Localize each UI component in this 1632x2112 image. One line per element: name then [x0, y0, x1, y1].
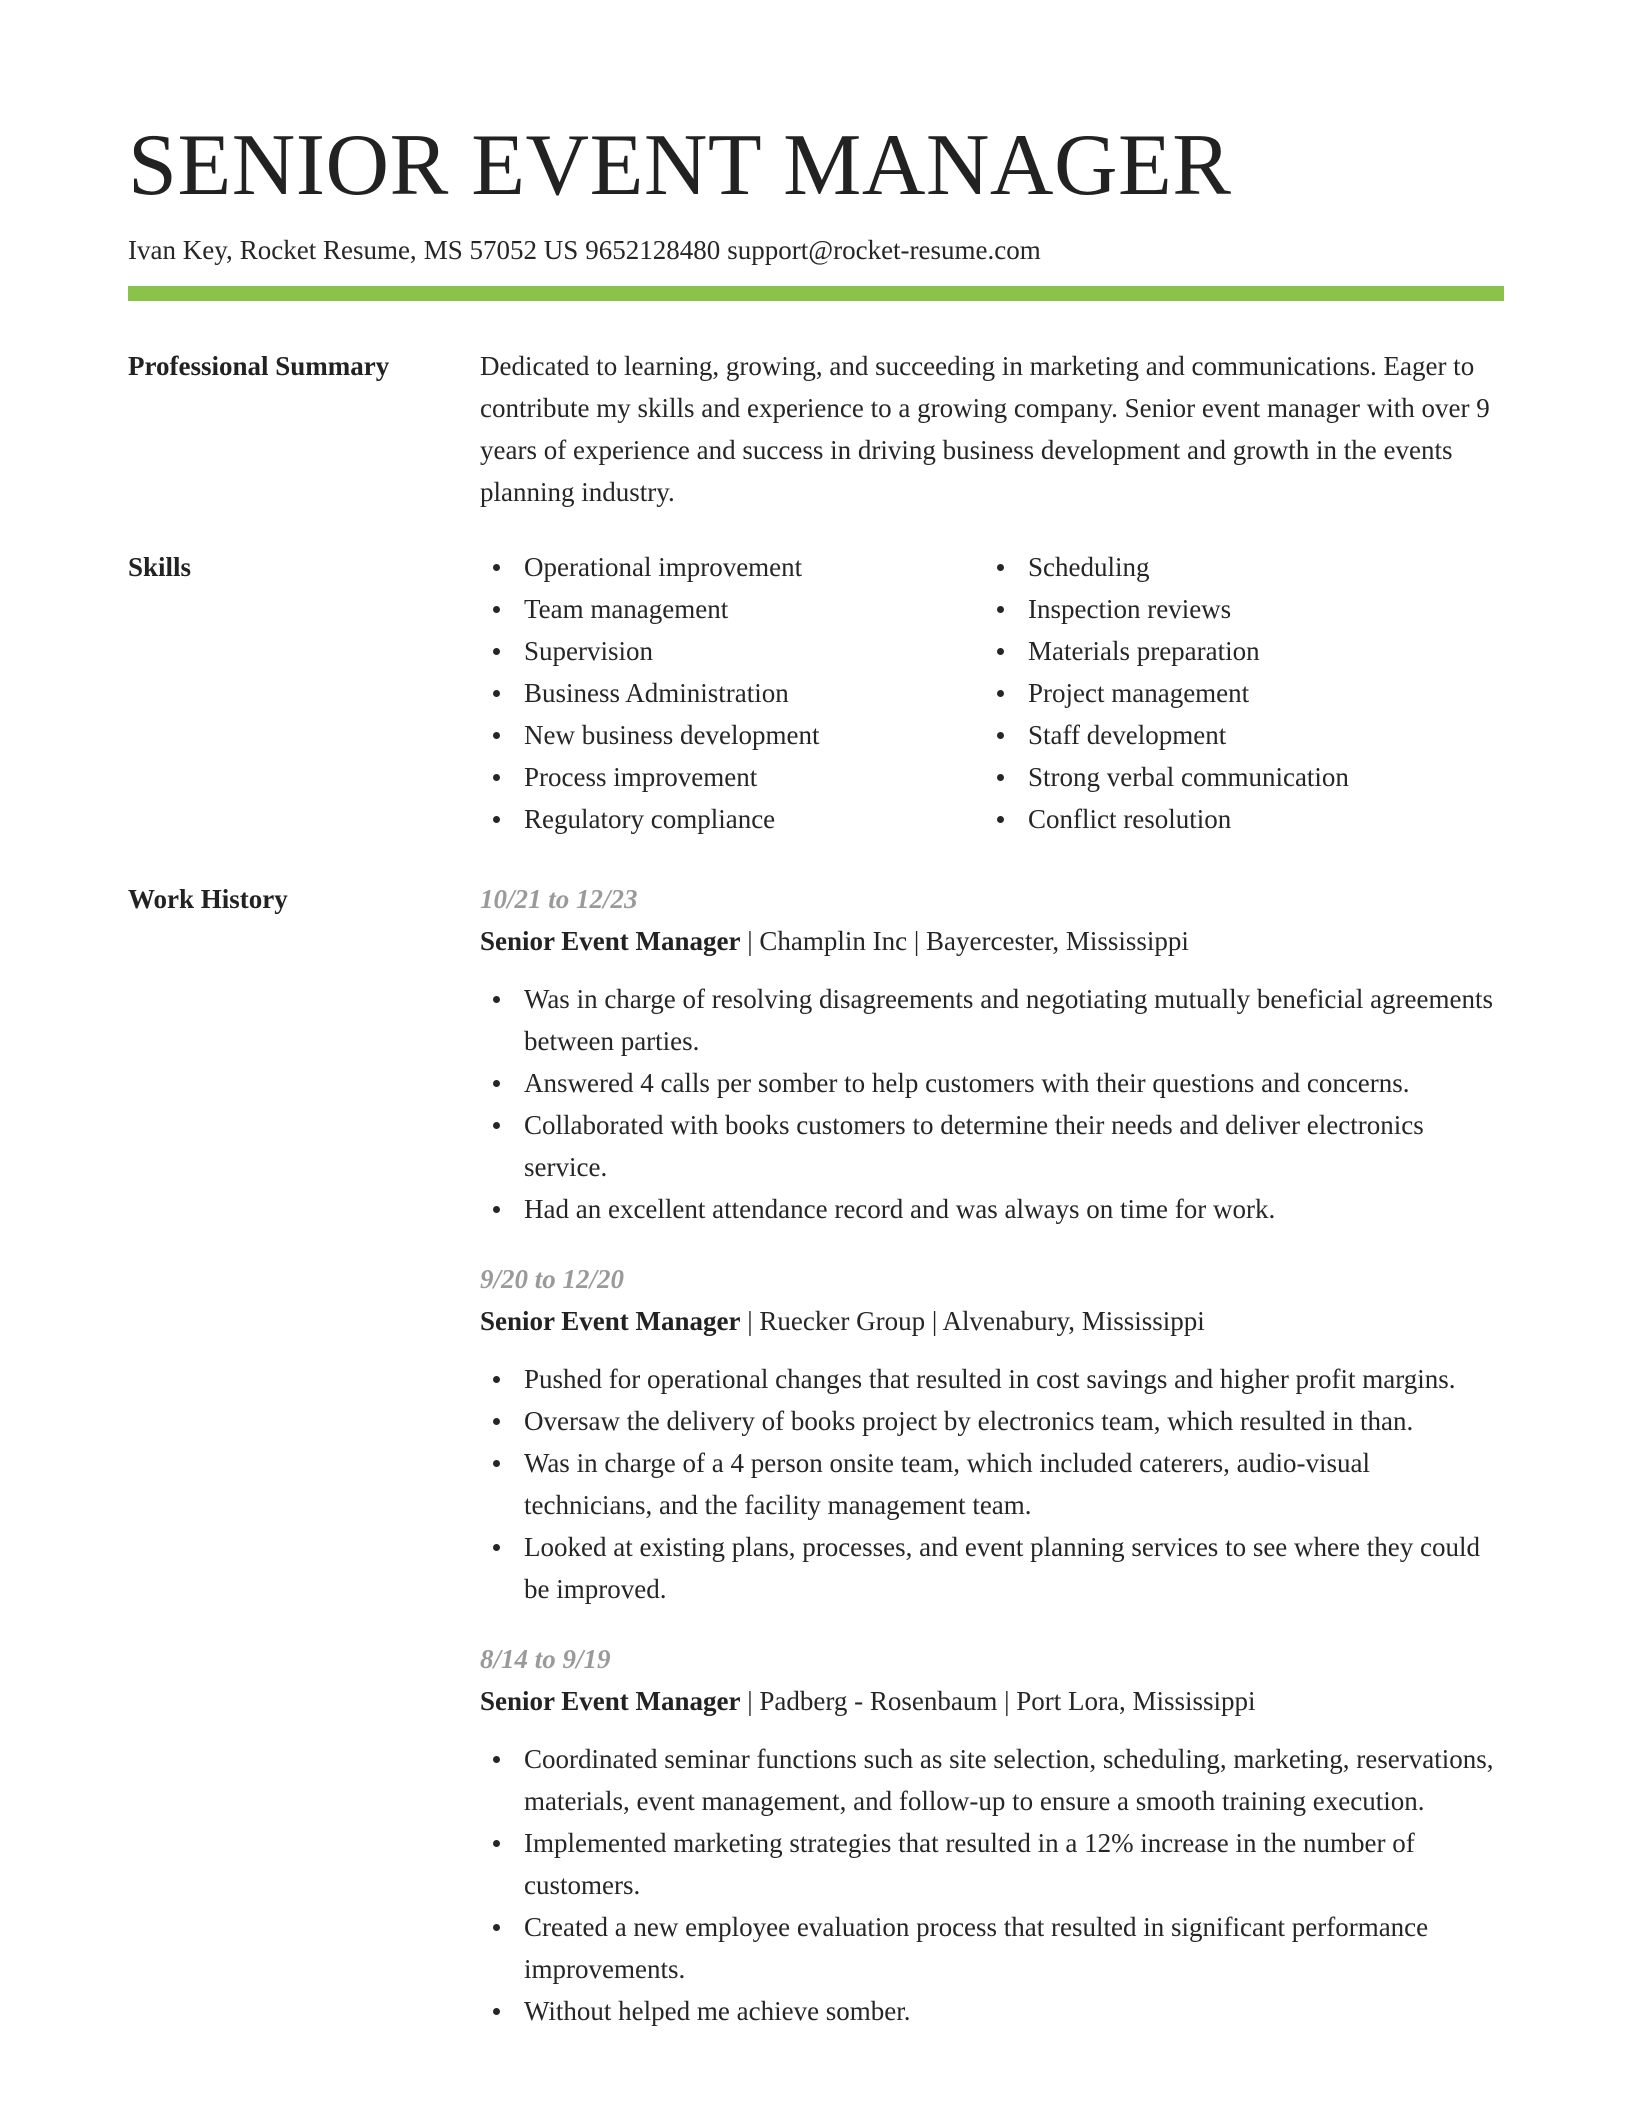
job-dates: 10/21 to 12/23 [480, 884, 638, 914]
header-divider [128, 286, 1504, 301]
skill-item: Operational improvement [480, 546, 984, 588]
job-company: Ruecker Group [759, 1306, 926, 1336]
job-location: Alvenabury, Mississippi [942, 1306, 1205, 1336]
contact-line [128, 232, 1041, 270]
separator: | [740, 1686, 760, 1716]
job-bullets [480, 1358, 1504, 1610]
skill-item: Process improvement [480, 756, 984, 798]
separator: | [997, 1686, 1017, 1716]
skills-body [480, 546, 1504, 840]
contact-name: Ivan Key, [128, 235, 233, 265]
summary-heading: Professional Summary [128, 351, 390, 381]
job-location: Bayercester, Mississippi [926, 926, 1189, 956]
job-heading [480, 920, 1504, 962]
skill-item: New business development [480, 714, 984, 756]
job-entry [480, 1258, 1504, 1610]
job-bullets [480, 1738, 1504, 2032]
separator: | [740, 1306, 760, 1336]
job-title: Senior Event Manager [480, 1306, 741, 1336]
skill-item: Scheduling [984, 546, 1488, 588]
job-company: Champlin Inc [759, 926, 908, 956]
skill-item: Strong verbal communication [984, 756, 1488, 798]
skill-item: Materials preparation [984, 630, 1488, 672]
skill-item: Project management [984, 672, 1488, 714]
job-title: Senior Event Manager [480, 1686, 741, 1716]
summary-body [480, 345, 1504, 513]
skill-item: Inspection reviews [984, 588, 1488, 630]
contact-company: Rocket Resume, [239, 235, 417, 265]
job-bullets [480, 978, 1504, 1230]
work-history-heading: Work History [128, 884, 288, 914]
separator: | [907, 926, 927, 956]
job-bullet: Without helped me achieve somber. [480, 1990, 1504, 2032]
skills-list-left [480, 546, 984, 840]
job-bullet: Created a new employee evaluation process that resulted in significant performance improvements. [480, 1906, 1504, 1990]
skills-heading: Skills [128, 552, 192, 582]
job-bullet: Was in charge of a 4 person onsite team, which included caterers, audio-visual technicians, and the facility management team. [480, 1442, 1504, 1526]
job-dates: 9/20 to 12/20 [480, 1264, 625, 1294]
job-entry [480, 878, 1504, 1230]
contact-region: MS 57052 US [423, 235, 579, 265]
job-entry [480, 1638, 1504, 2032]
contact-phone: 9652128480 [585, 235, 721, 265]
job-bullet: Looked at existing plans, processes, and event planning services to see where they could be improved. [480, 1526, 1504, 1610]
work-history-body [480, 878, 1504, 2060]
job-bullet: Coordinated seminar functions such as site selection, scheduling, marketing, reservations, materials, event management, and follow-up to ensure a smooth training execution. [480, 1738, 1504, 1822]
job-title: Senior Event Manager [480, 926, 741, 956]
skill-item: Staff development [984, 714, 1488, 756]
resume-title: SENIOR EVENT MANAGER [128, 117, 1232, 214]
job-dates: 8/14 to 9/19 [480, 1644, 611, 1674]
skills-columns [480, 546, 1504, 840]
separator: | [740, 926, 760, 956]
summary-text: Dedicated to learning, growing, and succeeding in marketing and communications. Eager to contribute my skills and experience to a growing company. Senior event manager with over 9 years of experience and success in driving business development and growth in the events planning industry. [480, 351, 1490, 507]
job-bullet: Oversaw the delivery of books project by electronics team, which resulted in than. [480, 1400, 1504, 1442]
job-bullet: Collaborated with books customers to determine their needs and deliver electronics service. [480, 1104, 1504, 1188]
skill-item: Regulatory compliance [480, 798, 984, 840]
job-company: Padberg - Rosenbaum [759, 1686, 998, 1716]
contact-email: support@rocket-resume.com [727, 235, 1041, 265]
job-bullet: Was in charge of resolving disagreements and negotiating mutually beneficial agreements between parties. [480, 978, 1504, 1062]
job-bullet: Pushed for operational changes that resulted in cost savings and higher profit margins. [480, 1358, 1504, 1400]
job-heading [480, 1300, 1504, 1342]
job-heading [480, 1680, 1504, 1722]
skill-item: Team management [480, 588, 984, 630]
job-bullet: Answered 4 calls per somber to help customers with their questions and concerns. [480, 1062, 1504, 1104]
skills-list-right [984, 546, 1488, 840]
skill-item: Supervision [480, 630, 984, 672]
skill-item: Conflict resolution [984, 798, 1488, 840]
separator: | [925, 1306, 943, 1336]
job-location: Port Lora, Mississippi [1016, 1686, 1256, 1716]
job-bullet: Implemented marketing strategies that resulted in a 12% increase in the number of customers. [480, 1822, 1504, 1906]
job-bullet: Had an excellent attendance record and was always on time for work. [480, 1188, 1504, 1230]
skill-item: Business Administration [480, 672, 984, 714]
